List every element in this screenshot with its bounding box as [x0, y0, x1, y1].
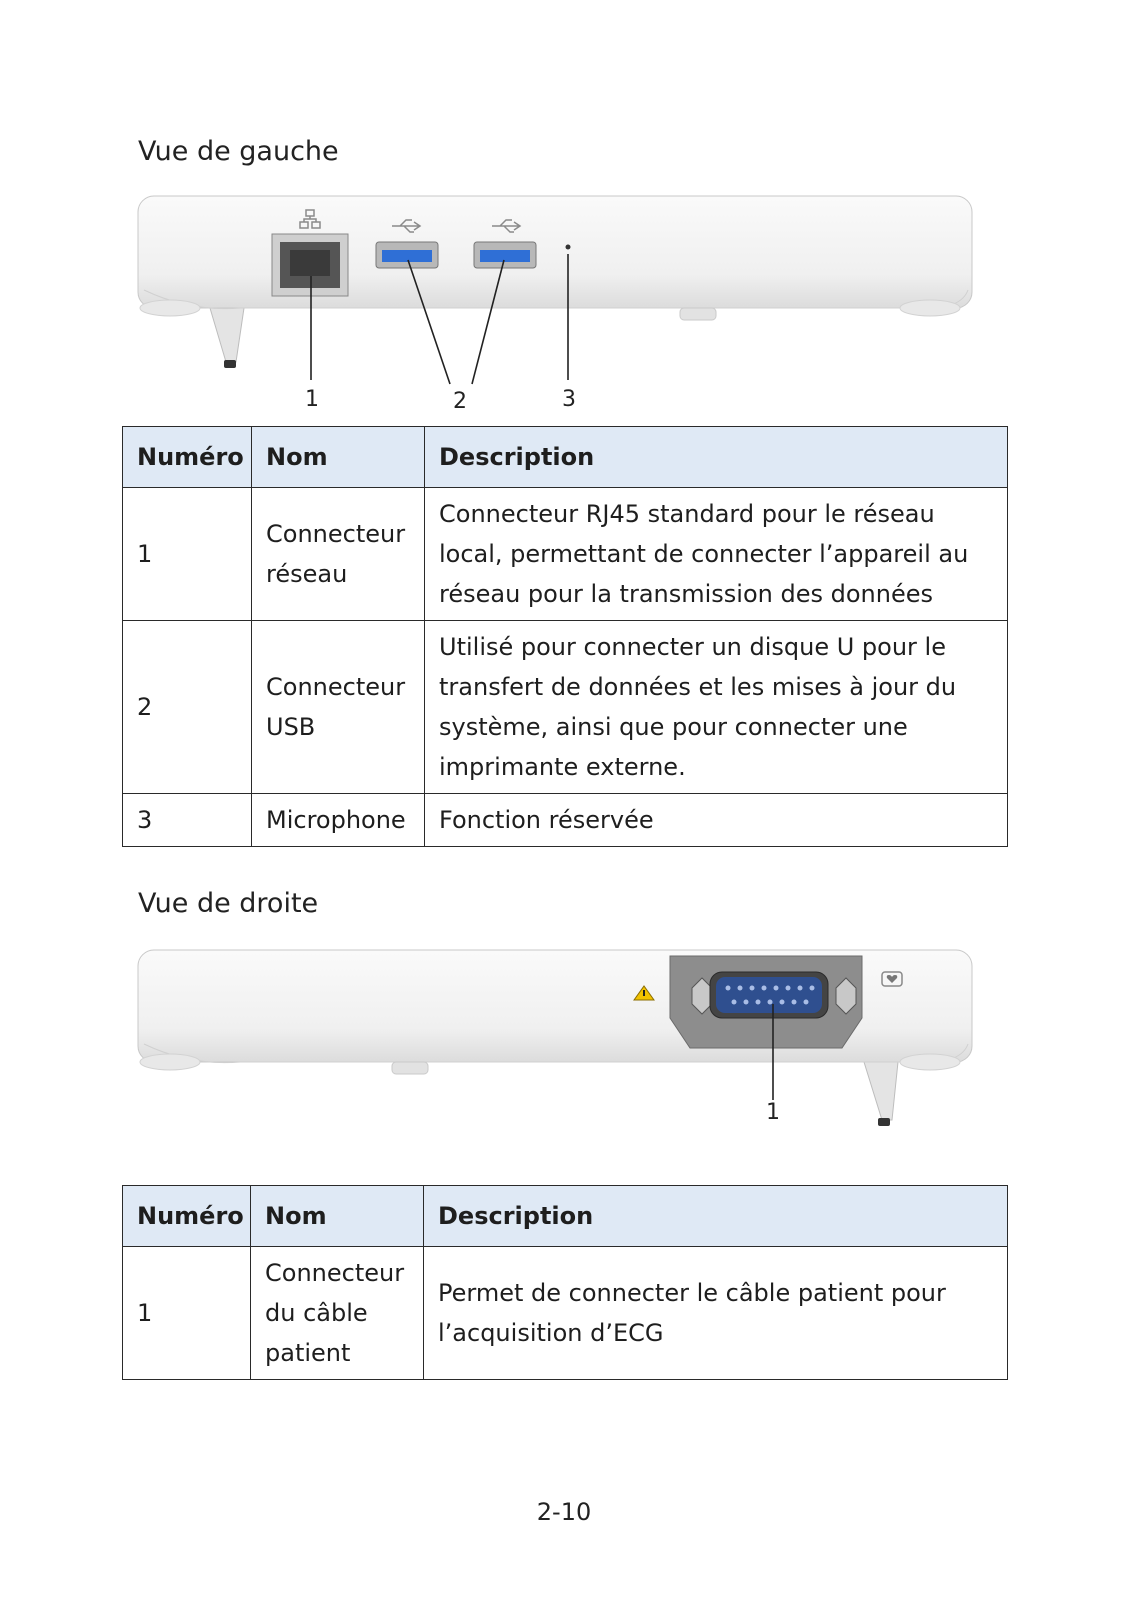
row-number: 3 — [123, 794, 252, 847]
left-view-device-illustration — [130, 190, 1000, 385]
right-view-device-illustration — [130, 944, 1000, 1134]
row-number: 1 — [123, 1247, 251, 1380]
row-description: Permet de connecter le câble patient pour l’acquisition d’ECG — [424, 1247, 1008, 1380]
left-callout-2: 2 — [453, 389, 467, 414]
table-header-row — [123, 1186, 1008, 1247]
row-name: Connecteur du câble patient — [251, 1247, 424, 1380]
table-header-row — [123, 427, 1008, 488]
table-row — [123, 488, 1008, 621]
right-view-table — [122, 1185, 1008, 1380]
header-nom: Nom — [251, 1186, 424, 1247]
row-number: 1 — [123, 488, 252, 621]
header-numero: Numéro — [123, 427, 252, 488]
row-name: Microphone — [252, 794, 425, 847]
header-numero: Numéro — [123, 1186, 251, 1247]
row-description: Utilisé pour connecter un disque U pour le transfert de données et les mises à jour du système, ainsi que pour connecter une imprimante externe. — [425, 621, 1008, 794]
rj45-port — [272, 234, 348, 296]
right-view-title: Vue de droite — [138, 888, 319, 919]
row-name: Connecteur USB — [252, 621, 425, 794]
page-number: 2-10 — [536, 1498, 592, 1526]
header-description: Description — [425, 427, 1008, 488]
left-view-table — [122, 426, 1008, 847]
table-row — [123, 1247, 1008, 1380]
microphone-hole — [566, 245, 571, 250]
row-description: Connecteur RJ45 standard pour le réseau local, permettant de connecter l’appareil au réseau pour la transmission des données — [425, 488, 1008, 621]
row-number: 2 — [123, 621, 252, 794]
row-description: Fonction réservée — [425, 794, 1008, 847]
table-row — [123, 621, 1008, 794]
row-name: Connecteur réseau — [252, 488, 425, 621]
header-nom: Nom — [252, 427, 425, 488]
table-row — [123, 794, 1008, 847]
usb-port — [474, 242, 536, 268]
left-callout-3: 3 — [562, 387, 576, 412]
header-description: Description — [424, 1186, 1008, 1247]
right-callout-1: 1 — [766, 1100, 780, 1125]
left-view-title: Vue de gauche — [138, 136, 339, 167]
usb-port — [376, 242, 438, 268]
patient-cable-connector — [670, 956, 862, 1048]
left-callout-1: 1 — [305, 387, 319, 412]
